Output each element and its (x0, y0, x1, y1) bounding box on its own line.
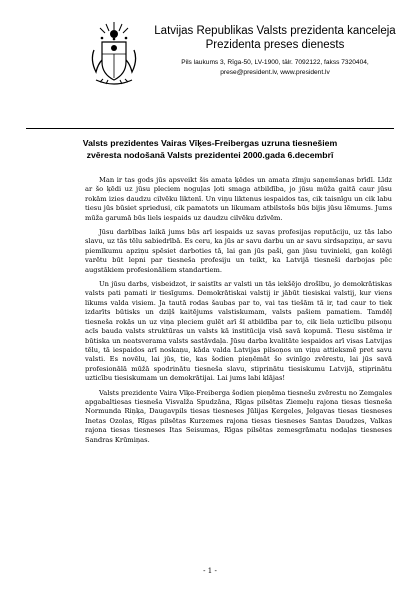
paragraph: Un jūsu darbs, visbeidzot, ir saistīts ar valsti un tās iekšējo drošību, jo demokrātiskas valsts pati pamati ir tiesīgums. Demokrātiskai valstij ir jābūt tiesiskai valstij, kur viens likums valda visiem. Ja tautā rodas šaubas par to, vai tas tiešām tā ir, tad caur to tiek izdarīts būtisks un dziļš kaitējums valstiskumam, valsts pašiem pamatiem. Tamdēļ tiesneša rokās un uz viņa pleciem gulēt arī šī atbildība par to, cik liela uzticību pilsoņu acīs bauda valsts struktūras un valsts kā institūcija visā savā kopumā. Tiesu sistēma ir būtiska un neatsverama valsts sastāvdaļa. Jūsu darba kvalitāte iespaidos arī visas Latvijas tēlu, tā iespaidos arī noskaņu, kāda valda Latvijas pilsoņos un viņu attieksmē pret savu valsti. Es novēlu, lai jūs, tie, kas šodien pieņēmāt šo svinīgo zvērestu, lai jūs savā profesionālā mūžā spodrinātu tiesneša slavu, stiprinātu tiesiskumu Latvijā, stiprinātu uzticību tiesiskumam un demokrātijai. Lai jums labi klājas! (85, 280, 392, 383)
organization-name: Latvijas Republikas Valsts prezidenta kanceleja (154, 25, 396, 37)
letterhead (26, 18, 406, 128)
letterhead-text (144, 24, 406, 78)
department-name: Prezidenta preses dienests (205, 39, 345, 51)
paragraph: Jūsu darbības laikā jums būs arī iespaids uz savas profesijas reputāciju, uz tās labo slavu, uz tās tēlu sabiedrībā. Es ceru, ka jūs ar savu darbu un ar savu sirdsapziņu, ar savu piemīkumu apziņu spēsiet darboties tā, lai gan jūs paši, gan jūsu tuvinieki, gan kolēģi varētu būt lepni par tiesneša profesiju un teikt, ka Latvijā tiesneši darbojas pēc augstākiem profesionāliem standartiem. (85, 228, 392, 274)
page-number: - 1 - (203, 567, 217, 575)
contact-address: Pils laukums 3, Rīga-50, LV-1900, tālr. 7092122, fakss 7320404, (181, 59, 369, 66)
title-line-1: Valsts prezidentes Vairas Vīķes-Freibergas uzruna tiesnešiem (82, 138, 338, 148)
title-line-2: zvēresta nodošanā Valsts prezidentei 2000.gada 6.decembrī (86, 150, 334, 160)
header-divider (26, 128, 394, 129)
contact-email: prese@president.lv, www.president.lv (220, 69, 330, 76)
document-title (26, 137, 394, 161)
paragraph: Valsts prezidente Vaira Vīķe-Freiberga šodien pieņēma tiesnešu zvērestu no Zemgales apgabaltiesas tiesneša Visvalža Spudzāna, Rīgas pilsētas Ziemeļu rajona tiesas tiesneša Normunda Riņķa, Daugavpils tiesas tiesneses Jūlijas Ķergeles, Jelgavas tiesas tiesneses Inetas Ozolas, Rīgas pilsētas Kurzemes rajona tiesas tiesneses Santas Daudzes, Valkas rajona tiesas tiesneses Itas Seisumas, Rīgas pilsētas zemesgrāmatu nodaļas tiesneses Sandras Krūmiņas. (85, 388, 392, 444)
document-body (85, 176, 392, 450)
coat-of-arms-emblem (88, 20, 140, 88)
paragraph: Man ir tas gods jūs apsveikt šis amata ķēdes un amata zīmju saņemšanas brīdī. Līdz ar šo ķēdi uz jūsu pleciem noguļas ļoti smaga atbildība, jo jūsu mūža gaitā caur jūsu rokām izies daudzu cilvēku liktenī. Un viņu liktenus iespaidos tas, cik taisnīgu un cik labu tiesu jūs būsiet spriedusi, cik pamatots un likumam atbilstošs būs bijis jūsu lēmums. Jums mūža garumā būs liels iespaids uz daudzu cilvēku dzīvēm. (85, 176, 392, 222)
